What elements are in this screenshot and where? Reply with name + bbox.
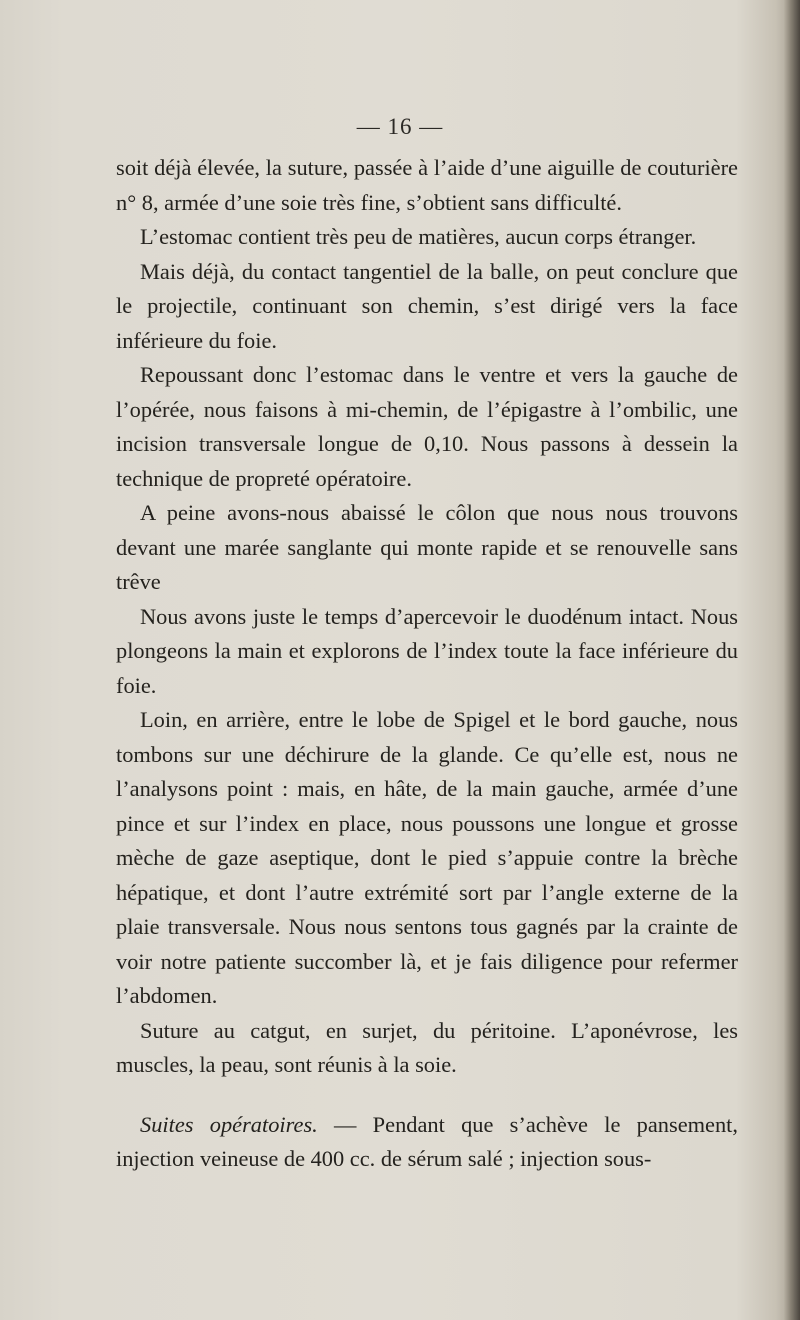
paragraph-duodenum: Nous avons juste le temps d’apercevoir le duodénum intact. Nous plongeons la main et explorons de l’index toute la face inférieure du foie.: [116, 603, 738, 698]
paragraph-colon: A peine avons-nous abaissé le côlon que nous nous trouvons devant une marée sanglante qui monte rapide et se renouvelle sans trêve: [116, 500, 738, 594]
paragraph-suture: Suture au catgut, en surjet, du péritoine. L’aponévrose, les muscles, la peau, sont réunis à la soie.: [116, 1017, 738, 1077]
suites-text: — Pendant que s’achève le pansement, injection veineuse de 400 cc. de sérum salé ; injection sous-: [116, 1111, 739, 1171]
body-text: [116, 151, 738, 1177]
paragraph-spacer: [116, 1083, 738, 1108]
paragraph-estomac: L’estomac contient très peu de matières, aucun corps étranger.: [140, 224, 697, 249]
paragraph-contact: Mais déjà, du contact tangentiel de la balle, on peut conclure que le projectile, continuant son chemin, s’est dirigé vers la face inférieure du foie.: [116, 258, 738, 353]
paragraph-incision: Repoussant donc l’estomac dans le ventre et vers la gauche de l’opérée, nous faisons à mi-chemin, de l’épigastre à l’ombilic, une incision transversale longue de 0,10. Nous passons à dessein la technique de propreté opératoire.: [116, 362, 738, 491]
suites-label: Suites opératoires.: [140, 1111, 318, 1137]
binding-edge: [784, 0, 800, 1320]
paragraph-suites: [116, 1108, 738, 1177]
page-number: — 16 —: [356, 114, 444, 139]
paragraph-continuation: soit déjà élevée, la suture, passée à l’aide d’une aiguille de couturière n° 8, armée d’une soie très fine, s’obtient sans difficulté.: [116, 155, 738, 215]
paragraph-dechirure: Loin, en arrière, entre le lobe de Spigel et le bord gauche, nous tombons sur une déchirure de la glande. Ce qu’elle est, nous ne l’analysons point : mais, en hâte, de la main gauche, armée d’une pince et sur l’index en place, nous poussons une longue et grosse mèche de gaze aseptique, dont le pied s’appuie contre la brèche hépatique, et dont l’autre extrémité sort par l’angle externe de la plaie transversale. Nous nous sentons tous gagnés par la crainte de voir notre patiente succomber là, et je fais diligence pour refermer l’abdomen.: [116, 707, 738, 1008]
